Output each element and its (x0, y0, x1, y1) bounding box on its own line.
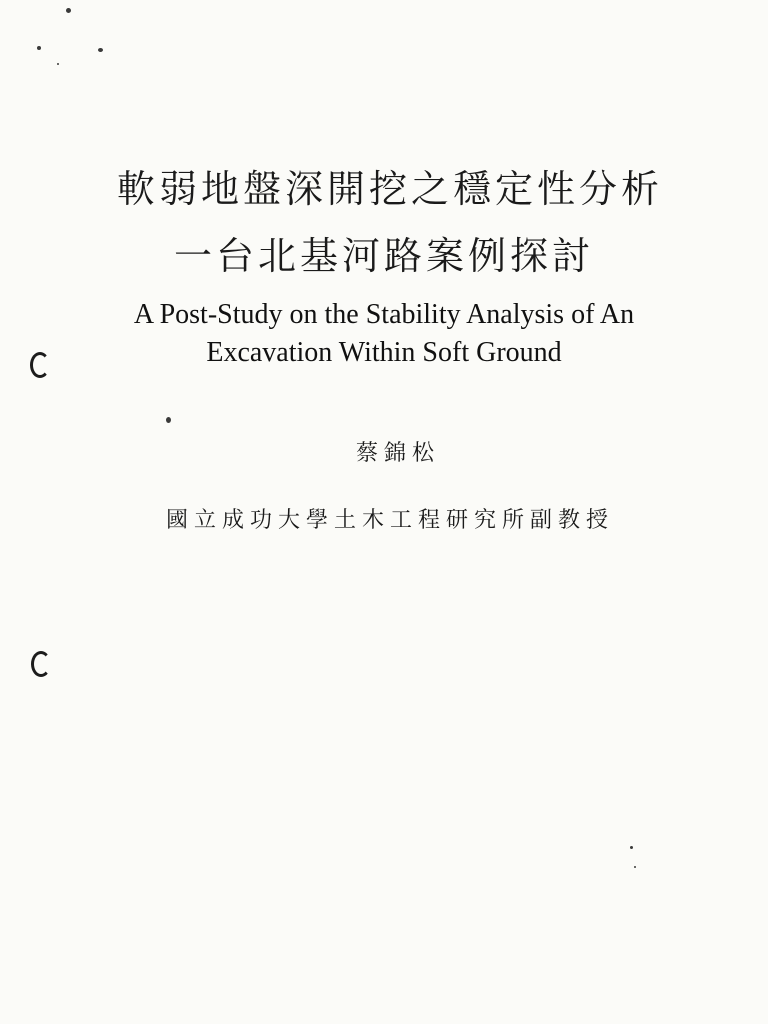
document-title-english-line-1: A Post-Study on the Stability Analysis of An (133, 299, 635, 330)
scan-speck (166, 417, 171, 423)
document-subtitle-chinese: 一台北基河路案例探討 (173, 234, 594, 278)
document-title-chinese: 軟弱地盤深開挖之穩定性分析 (116, 167, 663, 211)
author-affiliation: 國立成功大學土木工程研究所副教授 (165, 508, 614, 533)
author-name: 蔡錦松 (355, 441, 440, 466)
scan-speck (634, 866, 636, 868)
scan-speck (630, 846, 633, 849)
punch-hole-mark (31, 651, 51, 677)
scan-speck (57, 63, 59, 65)
scan-speck (37, 46, 41, 50)
document-title-english (0, 296, 768, 372)
document-title-english-line-2: Excavation Within Soft Ground (206, 337, 562, 368)
scan-speck (66, 8, 71, 13)
scan-speck (98, 48, 103, 52)
